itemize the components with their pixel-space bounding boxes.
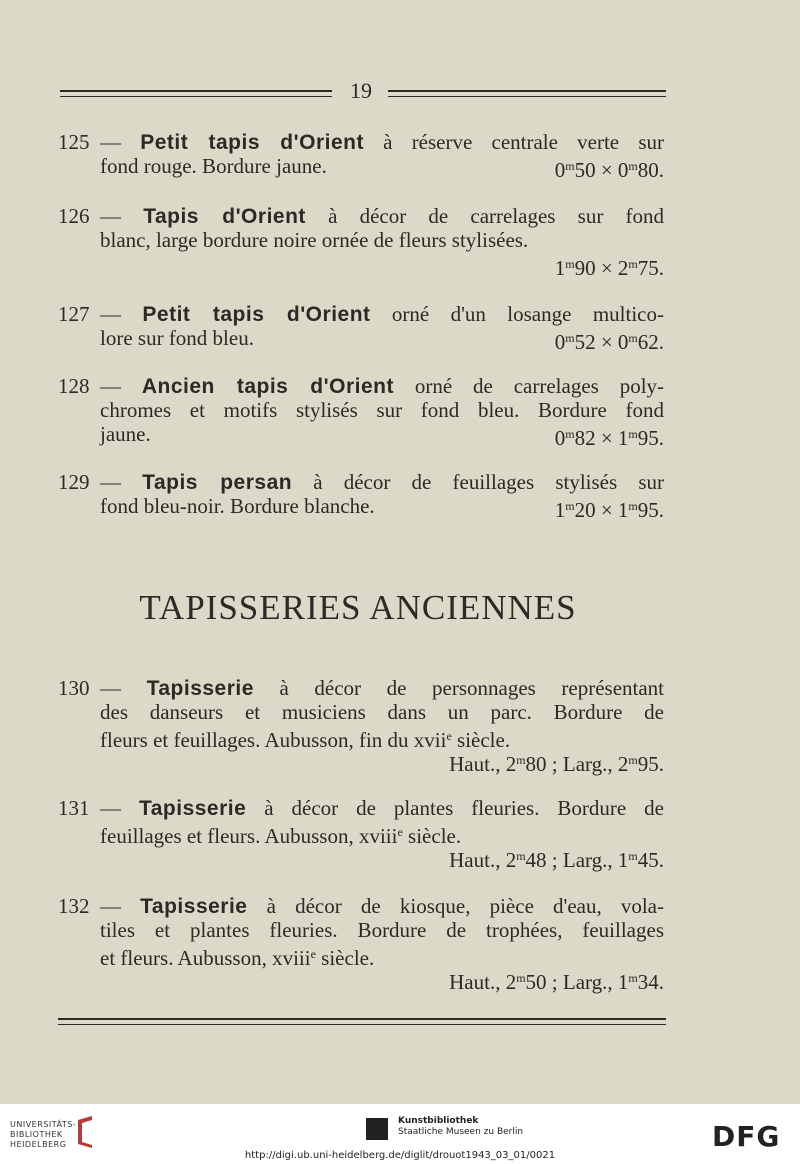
lot-description-line2: blanc, large bordure noire ornée de fleurs stylisées.	[100, 228, 529, 252]
lot-description-line2: chromes et motifs stylisés sur fond bleu. Bordure fond	[100, 398, 664, 422]
lot-dimensions: $1^m90 \times 2^m75$.	[554, 256, 664, 280]
lot-keyword: Petit tapis d'Orient	[140, 131, 364, 154]
lot-keyword: Ancien tapis d'Orient	[141, 375, 394, 398]
lot-dimensions: $0^m52 \times 0^m62$.	[554, 330, 664, 354]
dash: —	[100, 796, 121, 820]
lot-dimensions: Haut., 2$^m$50 ; Larg., 1$^m$34.	[449, 970, 664, 994]
header-rule-right-thin	[388, 96, 666, 97]
lot-number: 126	[58, 204, 90, 228]
header-rule-left-thin	[60, 96, 332, 97]
lot-description-line1: à décor de feuillages stylisés sur	[292, 470, 664, 494]
catalog-entry-132	[58, 894, 664, 994]
lot-description-line2: des danseurs et musiciens dans un parc. Bordure de	[100, 700, 664, 724]
lot-description-line2: feuillages et fleurs. Aubusson, xviii$^e$ siècle.	[100, 824, 462, 848]
kunstbibliothek-logo-icon	[366, 1118, 388, 1140]
dash: —	[100, 676, 121, 700]
dash: —	[100, 374, 121, 398]
lot-description-line1: à décor de carrelages sur fond	[305, 204, 664, 228]
lot-dimensions: $0^m50 \times 0^m80$.	[554, 158, 664, 182]
lot-keyword: Tapisserie	[138, 797, 247, 820]
lot-description-line3: et fleurs. Aubusson, xviii$^e$ siècle.	[100, 946, 375, 970]
lot-number: 130	[58, 676, 90, 700]
lot-description-line2: fond bleu-noir. Bordure blanche.	[100, 494, 375, 518]
lot-number: 129	[58, 470, 90, 494]
lot-description-line1: à décor de personnages représentant	[253, 676, 664, 700]
lot-description-line1: orné de carrelages poly-	[393, 374, 665, 398]
lot-dimensions: Haut., 2$^m$48 ; Larg., 1$^m$45.	[449, 848, 664, 872]
lot-description-line2: fond rouge. Bordure jaune.	[100, 154, 327, 178]
lot-description-line2: tiles et plantes fleuries. Bordure de trophées, feuillages	[100, 918, 664, 942]
catalog-entry-125	[58, 130, 664, 182]
source-url[interactable]: http://digi.ub.uni-heidelberg.de/diglit/drouot1943_03_01/0021	[244, 1150, 556, 1161]
lot-dimensions: Haut., 2$^m$80 ; Larg., 2$^m$95.	[449, 752, 664, 776]
lot-number: 131	[58, 796, 90, 820]
catalog-entry-127	[58, 302, 664, 354]
catalog-entry-128	[58, 374, 665, 450]
lot-description-line1: à réserve centrale verte sur	[363, 130, 664, 154]
dash: —	[100, 470, 121, 494]
lot-number: 125	[58, 130, 90, 154]
lot-keyword: Tapis persan	[142, 471, 293, 494]
lot-number: 132	[58, 894, 90, 918]
lot-description-line1: à décor de plantes fleuries. Bordure de	[246, 796, 664, 820]
lot-number: 127	[58, 302, 90, 326]
header-rule-left	[60, 90, 332, 92]
header-rule-right	[388, 90, 666, 92]
lot-keyword: Tapis d'Orient	[143, 205, 306, 228]
dash: —	[100, 894, 121, 918]
lot-keyword: Petit tapis d'Orient	[142, 303, 371, 326]
dash: —	[100, 302, 121, 326]
kunstbibliothek-logo: Kunstbibliothek Staatliche Museen zu Berlin	[398, 1116, 524, 1137]
catalog-entry-129	[58, 470, 664, 522]
catalog-entry-126	[58, 204, 664, 280]
lot-keyword: Tapisserie	[146, 677, 254, 700]
lot-dimensions: $0^m82 \times 1^m95$.	[554, 426, 664, 450]
footer-rule	[58, 1018, 666, 1020]
dfg-logo: DFG	[712, 1120, 781, 1153]
catalog-entry-130	[58, 676, 664, 776]
lot-description-line3: jaune.	[100, 422, 151, 446]
footer-rule-thin	[58, 1024, 666, 1025]
dash: —	[100, 130, 121, 154]
catalog-entry-131	[58, 796, 664, 872]
lot-number: 128	[58, 374, 90, 398]
lot-dimensions: $1^m20 \times 1^m95$.	[554, 498, 664, 522]
lot-keyword: Tapisserie	[140, 895, 248, 918]
page-number: 19	[350, 78, 372, 103]
dash: —	[100, 204, 121, 228]
university-library-logo: UNIVERSITÄTS- BIBLIOTHEK HEIDELBERG	[10, 1120, 77, 1149]
library-emblem-icon	[74, 1114, 96, 1148]
lot-description-line1: à décor de kiosque, pièce d'eau, vola-	[247, 894, 664, 918]
lot-description-line2: lore sur fond bleu.	[100, 326, 254, 350]
section-title: TAPISSERIES ANCIENNES	[139, 588, 577, 627]
lot-description-line1: orné d'un losange multico-	[370, 302, 664, 326]
lot-description-line3: fleurs et feuillages. Aubusson, fin du xvii$^e$ siècle.	[100, 728, 511, 752]
